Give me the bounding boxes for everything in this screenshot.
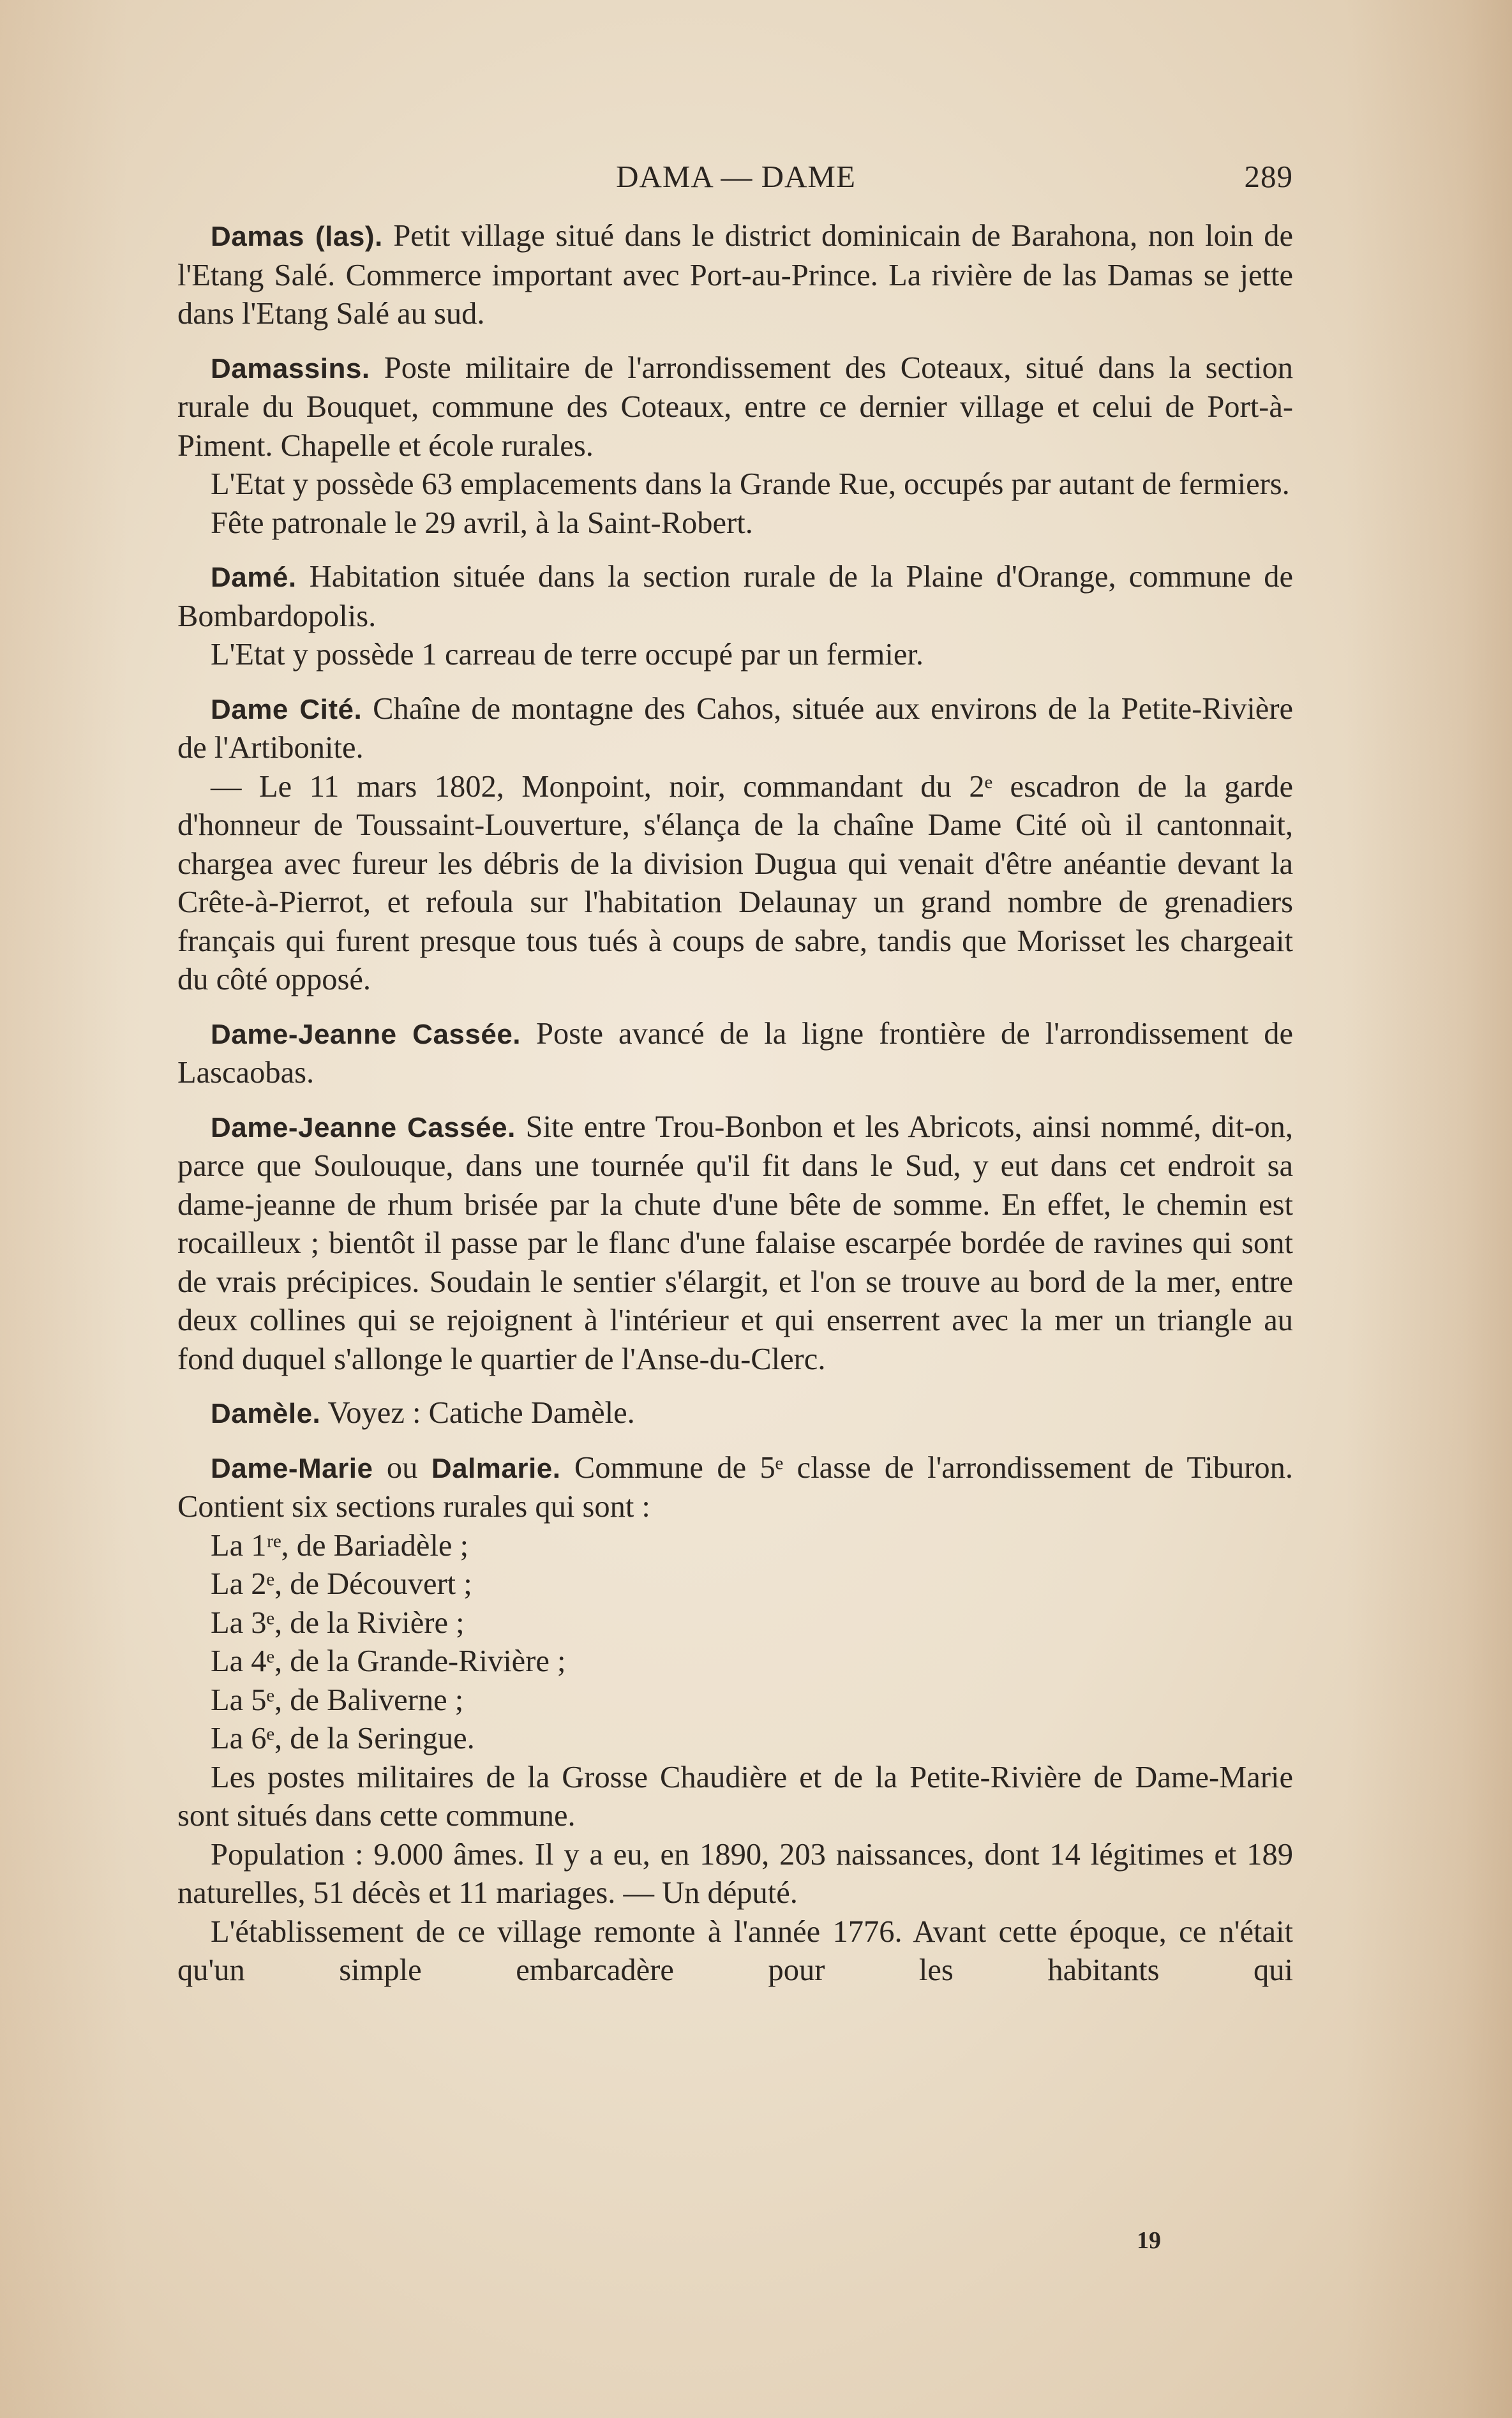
running-head-title: DAMA — DAME xyxy=(616,159,856,194)
entry-dame-cite xyxy=(177,690,1293,1000)
entry-text: Habitation située dans la section rurale de la Plaine d'Orange, commune de Bombardopolis. xyxy=(177,560,1294,633)
entry-headword: Damas (las). xyxy=(211,221,383,252)
entry-text: Les postes militaires de la Grosse Chaudière et de la Petite-Rivière de Dame-Marie sont situés dans cette commune. xyxy=(177,1760,1293,1833)
entry-damele xyxy=(177,1394,1293,1434)
entry-headword: Damèle. xyxy=(211,1398,321,1429)
entry-headword: Dame-Jeanne Cassée. xyxy=(211,1018,521,1050)
page-edge-shadow-right xyxy=(1346,0,1512,2418)
page-number: 289 xyxy=(1244,159,1293,194)
entry-text: L'établissement de ce village remonte à l'année 1776. Avant cette époque, ce n'était qu'un simple embarcadère pour les habitants qui xyxy=(177,1914,1293,1987)
rural-section-item: La 2ᵉ, de Découvert ; xyxy=(211,1567,472,1601)
rural-section-item: La 4ᵉ, de la Grande-Rivière ; xyxy=(211,1644,566,1678)
entry-dame-jeanne-cassee-1 xyxy=(177,1015,1293,1093)
entry-headword-alt: Dalmarie. xyxy=(431,1452,561,1484)
page-body xyxy=(177,217,1293,2006)
entry-text: Poste avancé de la ligne frontière de l'arrondissement de Lascaobas. xyxy=(177,1016,1293,1090)
rural-section-item: La 1ʳᵉ, de Bariadèle ; xyxy=(211,1528,469,1563)
entry-damas xyxy=(177,217,1293,334)
rural-section-item: La 5ᵉ, de Baliverne ; xyxy=(211,1683,464,1717)
entry-headword: Dame Cité. xyxy=(211,693,363,725)
entry-text: Poste militaire de l'arrondissement des Coteaux, situé dans la section rurale du Bouquet, commune des Coteaux, entre ce dernier village et celui de Port-à-Piment. Chapelle et école rurales. xyxy=(177,350,1294,463)
entry-dame-jeanne-cassee-2 xyxy=(177,1108,1293,1379)
entry-text: Voyez : Catiche Damèle. xyxy=(327,1396,635,1430)
entry-headword: Dame-Marie xyxy=(211,1452,373,1484)
running-head xyxy=(179,158,1293,203)
entry-text: L'Etat y possède 63 emplacements dans la Grande Rue, occupés par autant de fermiers. xyxy=(211,467,1290,501)
entry-headword: Damassins. xyxy=(211,352,370,384)
entry-damassins xyxy=(177,349,1293,543)
entry-text: Fête patronale le 29 avril, à la Saint-Robert. xyxy=(211,506,753,540)
entry-headword: Damé. xyxy=(211,562,297,593)
entry-text: Chaîne de montagne des Cahos, située aux environs de la Petite-Rivière de l'Artibonite. xyxy=(177,691,1293,765)
entry-headword: Dame-Jeanne Cassée. xyxy=(211,1111,516,1143)
headword-connector: ou xyxy=(386,1450,418,1485)
entry-text: Commune de 5ᵉ classe de l'arrondissement de Tiburon. Contient six sections rurales qui sont : xyxy=(177,1450,1294,1524)
rural-section-item: La 3ᵉ, de la Rivière ; xyxy=(211,1605,465,1640)
entry-text: Site entre Trou-Bonbon et les Abricots, ainsi nommé, dit-on, parce que Soulouque, dans une tournée qu'il fit dans le Sud, y eut dans cet endroit sa dame-jeanne de rhum brisée par la chute d'une bête de somme. En effet, le chemin est rocailleux ; bientôt il passe par le flanc d'une falaise escarpée bordée de ravines qui sont de vrais précipices. Soudain le sentier s'élargit, et l'on se trouve au bord de la mer, entre deux collines qui se rejoignent à l'intérieur et qui enserrent avec la mer un triangle au fond duquel s'allonge le quartier de l'Anse-du-Clerc. xyxy=(177,1109,1294,1376)
entry-text: L'Etat y possède 1 carreau de terre occupé par un fermier. xyxy=(211,638,924,672)
signature-mark: 19 xyxy=(1137,2227,1161,2254)
entry-text: Petit village situé dans le district dominicain de Barahona, non loin de l'Etang Salé. Commerce important avec Port-au-Prince. La rivière de las Damas se jette dans l'Etang Salé au sud. xyxy=(177,219,1293,331)
entry-dame-marie xyxy=(177,1449,1293,1990)
entry-dame xyxy=(177,558,1293,675)
page-edge-shadow-left xyxy=(0,0,128,2418)
entry-text: Population : 9.000 âmes. Il y a eu, en 1890, 203 naissances, dont 14 légitimes et 189 naturelles, 51 décès et 11 mariages. — Un député. xyxy=(177,1837,1293,1910)
entry-text: — Le 11 mars 1802, Monpoint, noir, commandant du 2ᵉ escadron de la garde d'honneur de Toussaint-Louverture, s'élança de la chaîne Dame Cité où il cantonnait, chargea avec fureur les débris de la division Dugua qui venait d'être anéantie devant la Crête-à-Pierrot, et refoula sur l'habitation Delaunay un grand nombre de grenadiers français qui furent presque tous tués à coups de sabre, tandis que Morisset les chargeait du côté opposé. xyxy=(177,769,1293,996)
rural-section-item: La 6ᵉ, de la Seringue. xyxy=(211,1722,475,1755)
